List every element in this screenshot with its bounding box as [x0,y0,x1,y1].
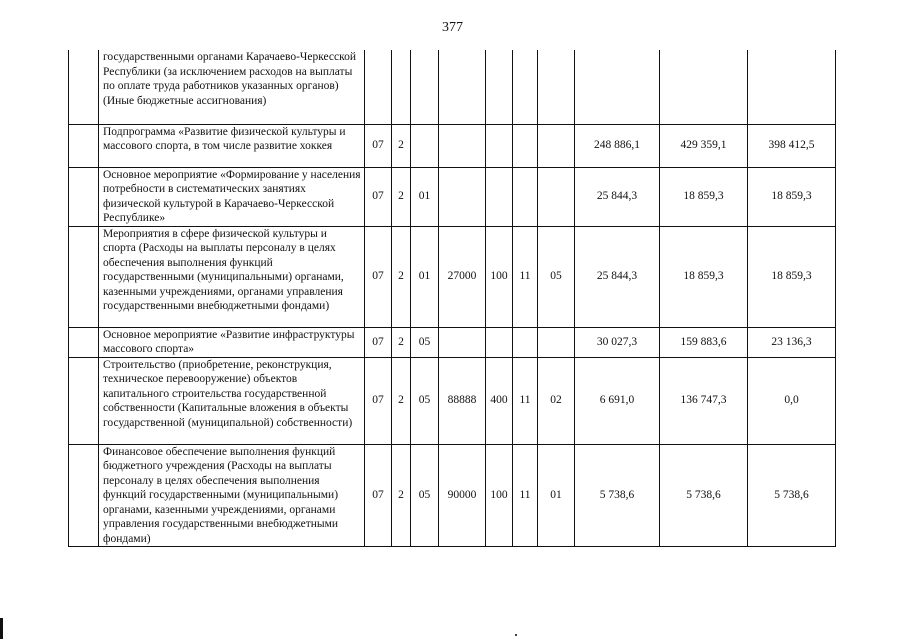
amount-year-2: 136 747,3 [660,357,748,444]
code-event [411,124,439,167]
code-event: 01 [411,167,439,226]
table-row [69,124,836,167]
code-chapter: 11 [513,226,538,327]
code-subsection [538,124,575,167]
code-direction [439,167,486,226]
code-chapter: 11 [513,357,538,444]
code-expense-type [486,167,513,226]
budget-table [68,50,836,547]
code-section: 07 [365,444,392,547]
table-cell-empty [69,327,99,357]
table-cell-empty [69,226,99,327]
scan-dot [515,634,517,636]
amount-year-1: 30 027,3 [575,327,660,357]
code-chapter [513,167,538,226]
table-cell-empty [69,444,99,547]
amount-year-3: 18 859,3 [748,167,836,226]
expense-name: Строительство (приобретение, реконструкция, техническое перевооружение) объектов капитального строительства государственной собственности (Капитальные вложения в объекты государственной (муниципальной) собственности) [99,357,365,444]
code-subsection: 02 [538,357,575,444]
code-direction: 27000 [439,226,486,327]
amount-year-2: 5 738,6 [660,444,748,547]
code-section: 07 [365,327,392,357]
code-event: 05 [411,444,439,547]
code-chapter: 11 [513,444,538,547]
expense-name: Мероприятия в сфере физической культуры и спорта (Расходы на выплаты персоналу в целях обеспечения выполнения функций государственными (муниципальными) органами, казенными учреждениями, органами управления государственными внебюджетными фондами) [99,226,365,327]
table-cell-empty [69,124,99,167]
code-direction [439,50,486,124]
table-row [69,226,836,327]
code-chapter [513,50,538,124]
code-section: 07 [365,226,392,327]
code-event [411,50,439,124]
amount-year-2 [660,50,748,124]
code-subsection: 05 [538,226,575,327]
amount-year-1: 25 844,3 [575,167,660,226]
amount-year-2: 18 859,3 [660,167,748,226]
code-expense-type: 100 [486,444,513,547]
amount-year-3 [748,50,836,124]
code-expense-type: 400 [486,357,513,444]
code-chapter [513,124,538,167]
code-direction: 88888 [439,357,486,444]
amount-year-2: 429 359,1 [660,124,748,167]
code-direction [439,124,486,167]
amount-year-2: 159 883,6 [660,327,748,357]
page-number: 377 [442,20,463,35]
table-cell-empty [69,357,99,444]
code-program: 2 [392,357,411,444]
code-chapter [513,327,538,357]
code-section [365,50,392,124]
code-section: 07 [365,124,392,167]
code-expense-type [486,124,513,167]
amount-year-3: 0,0 [748,357,836,444]
amount-year-1: 25 844,3 [575,226,660,327]
code-expense-type: 100 [486,226,513,327]
code-event: 05 [411,327,439,357]
amount-year-3: 5 738,6 [748,444,836,547]
code-program: 2 [392,124,411,167]
amount-year-1 [575,50,660,124]
code-program: 2 [392,167,411,226]
code-expense-type [486,327,513,357]
table-row [69,50,836,124]
table-cell-empty [69,167,99,226]
code-program [392,50,411,124]
code-expense-type [486,50,513,124]
expense-name: Финансовое обеспечение выполнения функций бюджетного учреждения (Расходы на выплаты персоналу в целях обеспечения выполнения функций государственными (муниципальными) органами, казенными учреждениями, органами управления государственными внебюджетными фондами) [99,444,365,547]
code-program: 2 [392,226,411,327]
code-program: 2 [392,444,411,547]
amount-year-3: 18 859,3 [748,226,836,327]
amount-year-3: 23 136,3 [748,327,836,357]
expense-name: государственными органами Карачаево-Черкесской Республики (за исключением расходов на выплаты по оплате труда работников указанных органов) (Иные бюджетные ассигнования) [99,50,365,124]
expense-name: Основное мероприятие «Формирование у населения потребности в систематических занятиях физической культурой в Карачаево-Черкесской Республике» [99,167,365,226]
code-subsection [538,50,575,124]
code-program: 2 [392,327,411,357]
table-row [69,167,836,226]
code-subsection [538,167,575,226]
code-direction: 90000 [439,444,486,547]
amount-year-3: 398 412,5 [748,124,836,167]
code-event: 05 [411,357,439,444]
code-subsection: 01 [538,444,575,547]
code-section: 07 [365,357,392,444]
expense-name: Подпрограмма «Развитие физической культуры и массового спорта, в том числе развитие хоккея [99,124,365,167]
code-event: 01 [411,226,439,327]
amount-year-1: 6 691,0 [575,357,660,444]
amount-year-1: 248 886,1 [575,124,660,167]
table-row [69,327,836,357]
code-section: 07 [365,167,392,226]
scan-edge-mark [0,618,3,639]
code-direction [439,327,486,357]
expense-name: Основное мероприятие «Развитие инфраструктуры массового спорта» [99,327,365,357]
amount-year-1: 5 738,6 [575,444,660,547]
table-row [69,444,836,547]
table-row [69,357,836,444]
amount-year-2: 18 859,3 [660,226,748,327]
code-subsection [538,327,575,357]
table-cell-empty [69,50,99,124]
